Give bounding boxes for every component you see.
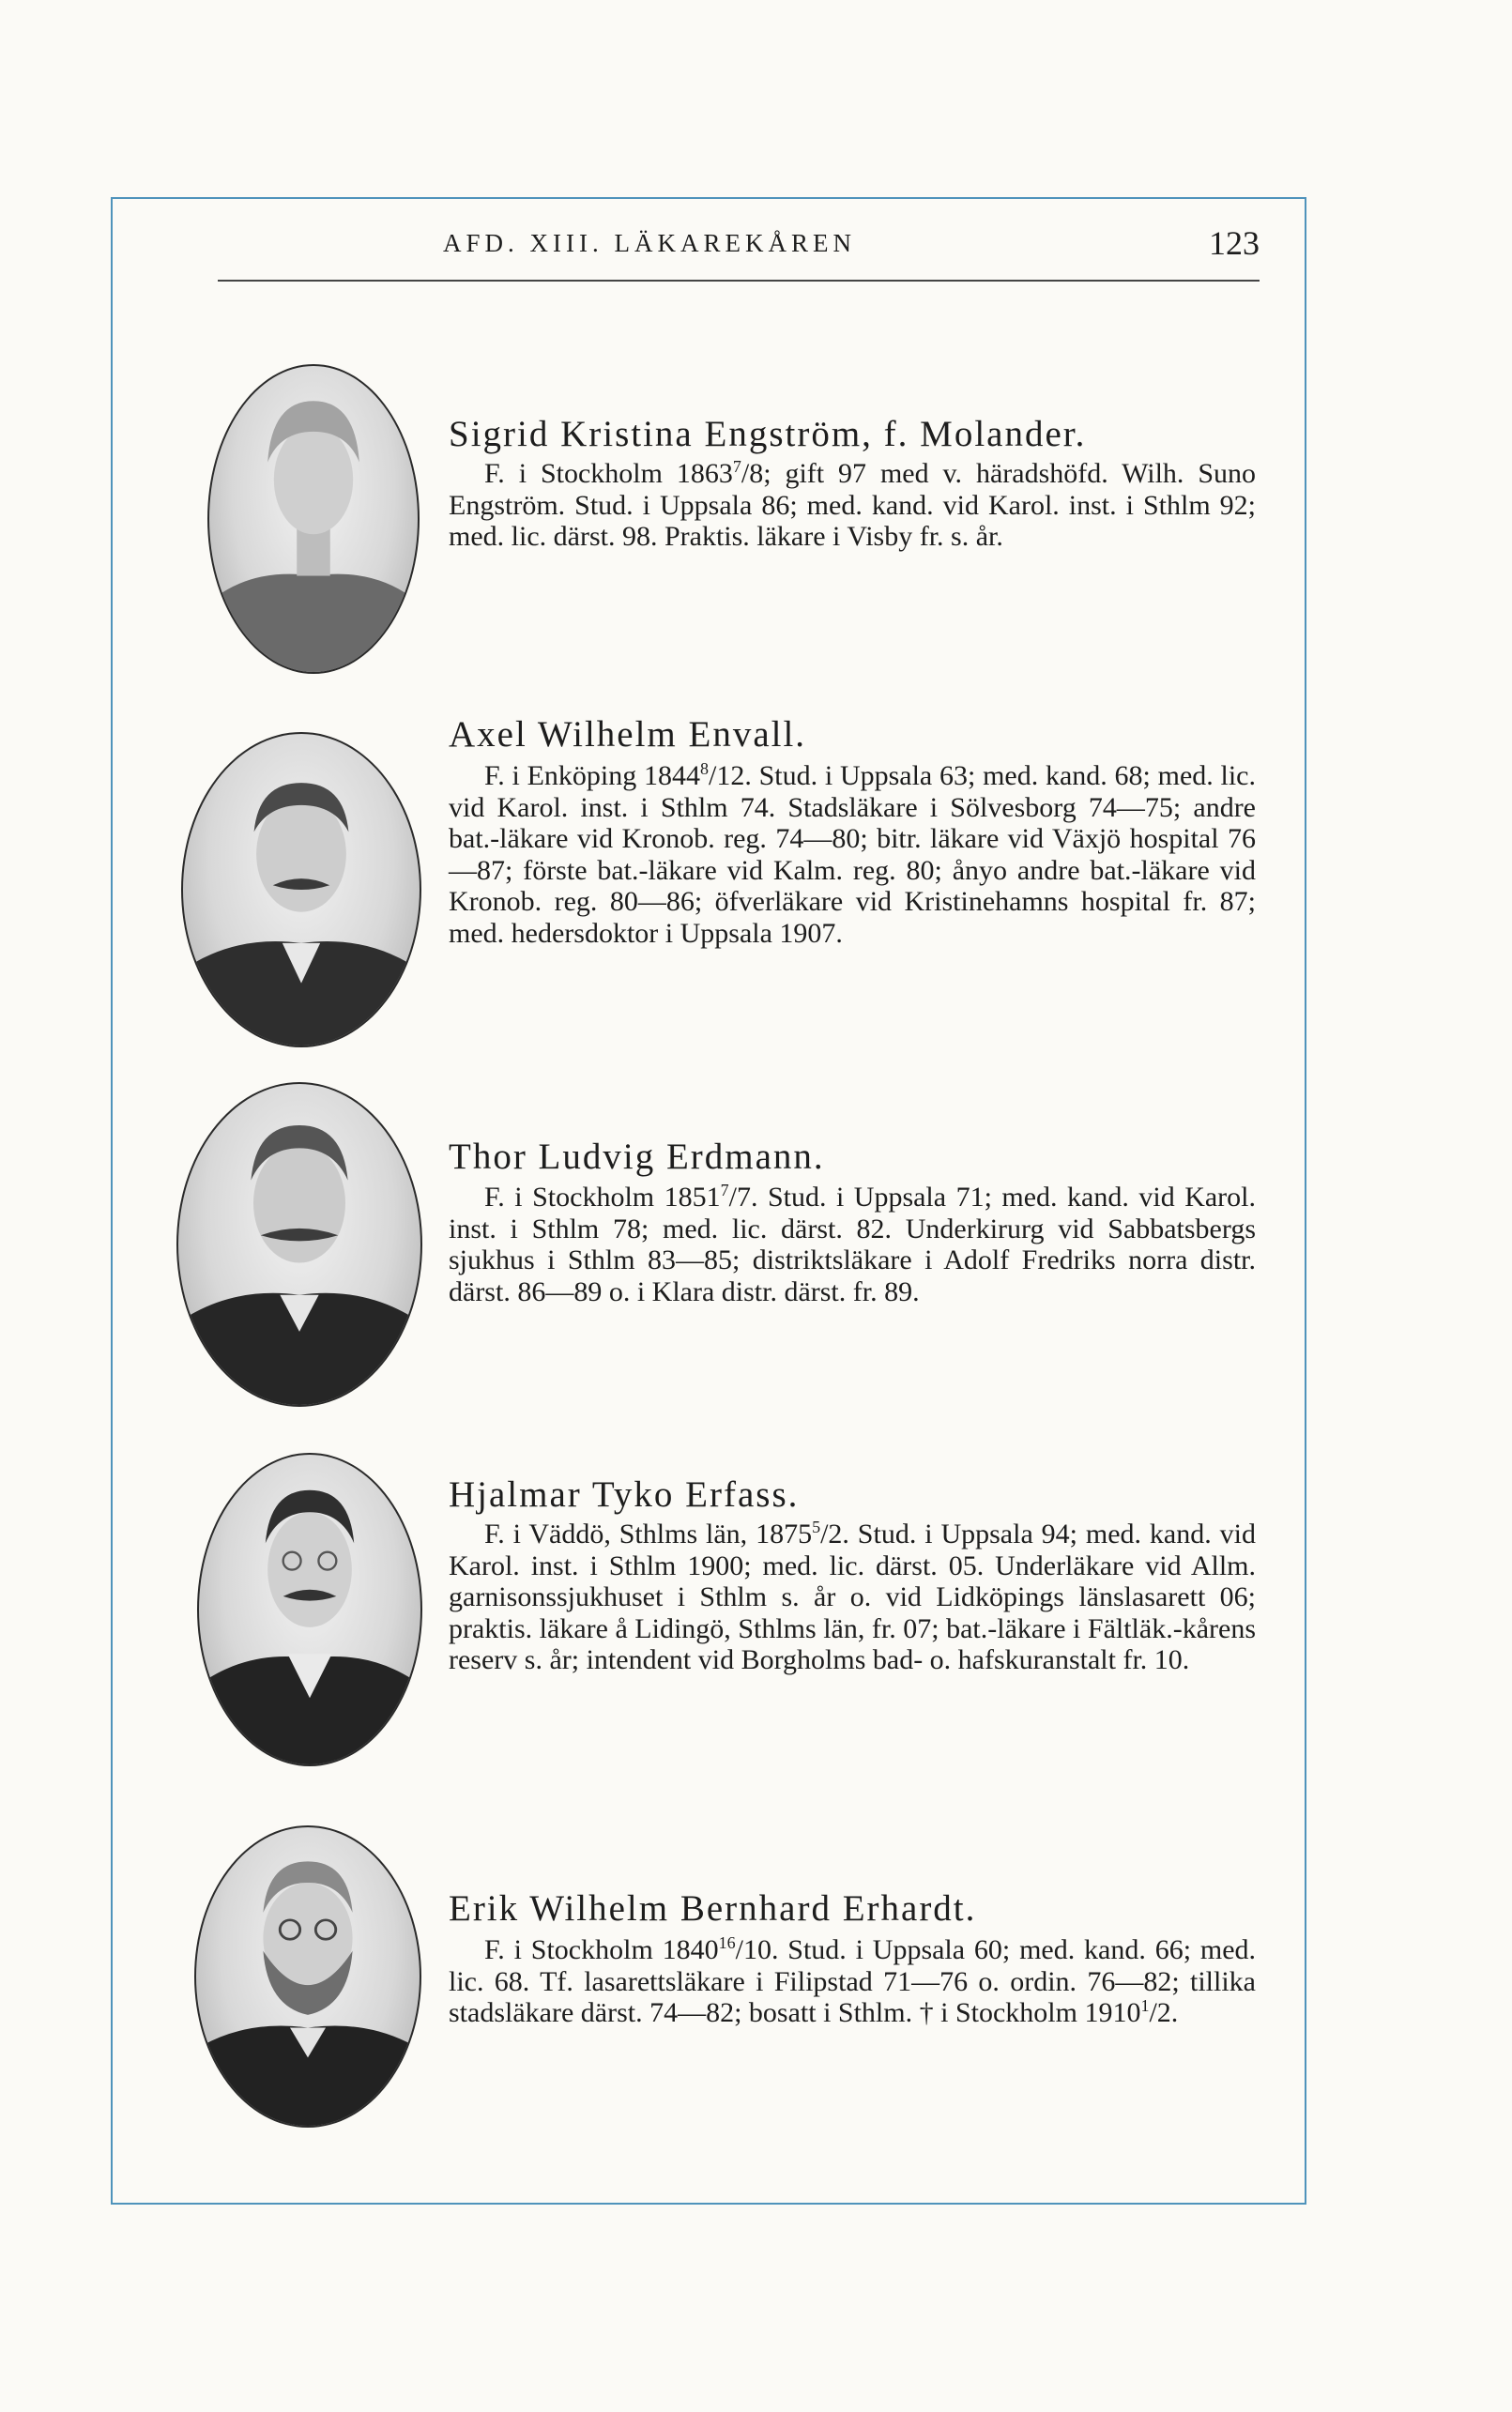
bio-suffix: /10. Stud. i Uppsala 60; med. kand. 66; med. lic. 68. Tf. lasarettsläkare i Filipstad 71—76 o. ordin. 76—82; tillika stadsläkare därst. 74—82; bosatt i Sthlm. † i Stockholm 1910 — [449, 1934, 1257, 2028]
bio-prefix: F. i Väddö, Sthlms län, 1875 — [484, 1519, 813, 1549]
biography-text — [449, 1182, 1256, 1307]
portrait-photo — [176, 1082, 422, 1407]
bio-prefix: F. i Stockholm 1840 — [484, 1934, 719, 1965]
person-name: Sigrid Kristina Engström, f. Molander. — [449, 414, 1087, 454]
running-title: AFD. XIII. LÄKAREKÅREN — [443, 229, 856, 257]
person-name: Hjalmar Tyko Erfass. — [449, 1474, 800, 1515]
bio-suffix: /2. Stud. i Uppsala 94; med. kand. vid Karol. inst. i Sthlm 1900; med. lic. därst. 05. Underläkare vid Allm. garnisonssjukhuset i Sthlm s. år o. vid Lidköpings länslasarett 06; praktis. läkare å Lidingö, Sthlms län, fr. 07; bat.-läkare i Fältläk.-kårens reserv s. år; intendent vid Borgholms bad- o. hafskuranstalt fr. 10. — [449, 1519, 1256, 1675]
person-name: Thor Ludvig Erdmann. — [449, 1137, 825, 1177]
bio-prefix: F. i Stockholm 1851 — [484, 1182, 721, 1213]
bio-prefix: F. i Enköping 1844 — [484, 760, 701, 791]
biography-text — [449, 1519, 1256, 1676]
biography-text — [449, 1934, 1256, 2029]
birth-day-sup: 7 — [720, 1181, 729, 1199]
bio-suffix: /7. Stud. i Uppsala 71; med. kand. vid Karol. inst. i Sthlm 78; med. lic. därst. 82. Underkirurg vid Sabbatsbergs sjukhus i Sthlm 83—85; distriktsläkare i Adolf Fredriks norra distr. därst. 86—89 o. i Klara distr. därst. fr. 89. — [449, 1182, 1257, 1307]
page-number: 123 — [1209, 224, 1260, 262]
biography-text — [449, 458, 1256, 553]
birth-day-sup: 8 — [700, 759, 710, 778]
death-day-sup: 1 — [1140, 1996, 1150, 2015]
portrait-photo — [194, 1825, 421, 2128]
portrait-photo — [181, 732, 421, 1047]
bio-prefix: F. i Stockholm 1863 — [484, 458, 733, 489]
page-header — [218, 223, 1260, 282]
person-name: Axel Wilhelm Envall. — [449, 714, 807, 755]
biography-text — [449, 760, 1256, 949]
birth-day-sup: 16 — [718, 1933, 736, 1952]
person-name: Erik Wilhelm Bernhard Erhardt. — [449, 1888, 977, 1929]
portrait-photo — [197, 1453, 422, 1766]
portrait-photo — [207, 364, 420, 674]
bio-suffix: /12. Stud. i Uppsala 63; med. kand. 68; med. lic. vid Karol. inst. i Sthlm 74. Stadsläkare i Sölvesborg 74—75; andre bat.-läkare vid Kronob. reg. 74—80; bitr. läkare vid Växjö hospital 76—87; förste bat.-läkare vid Kalm. reg. 80; ånyo andre bat.-läkare vid Kronob. reg. 80—86; öfverläkare vid Kristinehamns hospital fr. 87; med. hedersdoktor i Uppsala 1907. — [449, 760, 1256, 949]
birth-day-sup: 7 — [732, 457, 741, 476]
bio-suffix: /8; gift 97 med v. häradshöfd. Wilh. Suno Engström. Stud. i Uppsala 86; med. kand. vid Karol. inst. i Sthlm 92; med. lic. därst. 98. Praktis. läkare i Visby fr. s. år. — [449, 458, 1257, 552]
birth-day-sup: 5 — [812, 1518, 821, 1536]
death-suffix: /2. — [1149, 1997, 1179, 2028]
